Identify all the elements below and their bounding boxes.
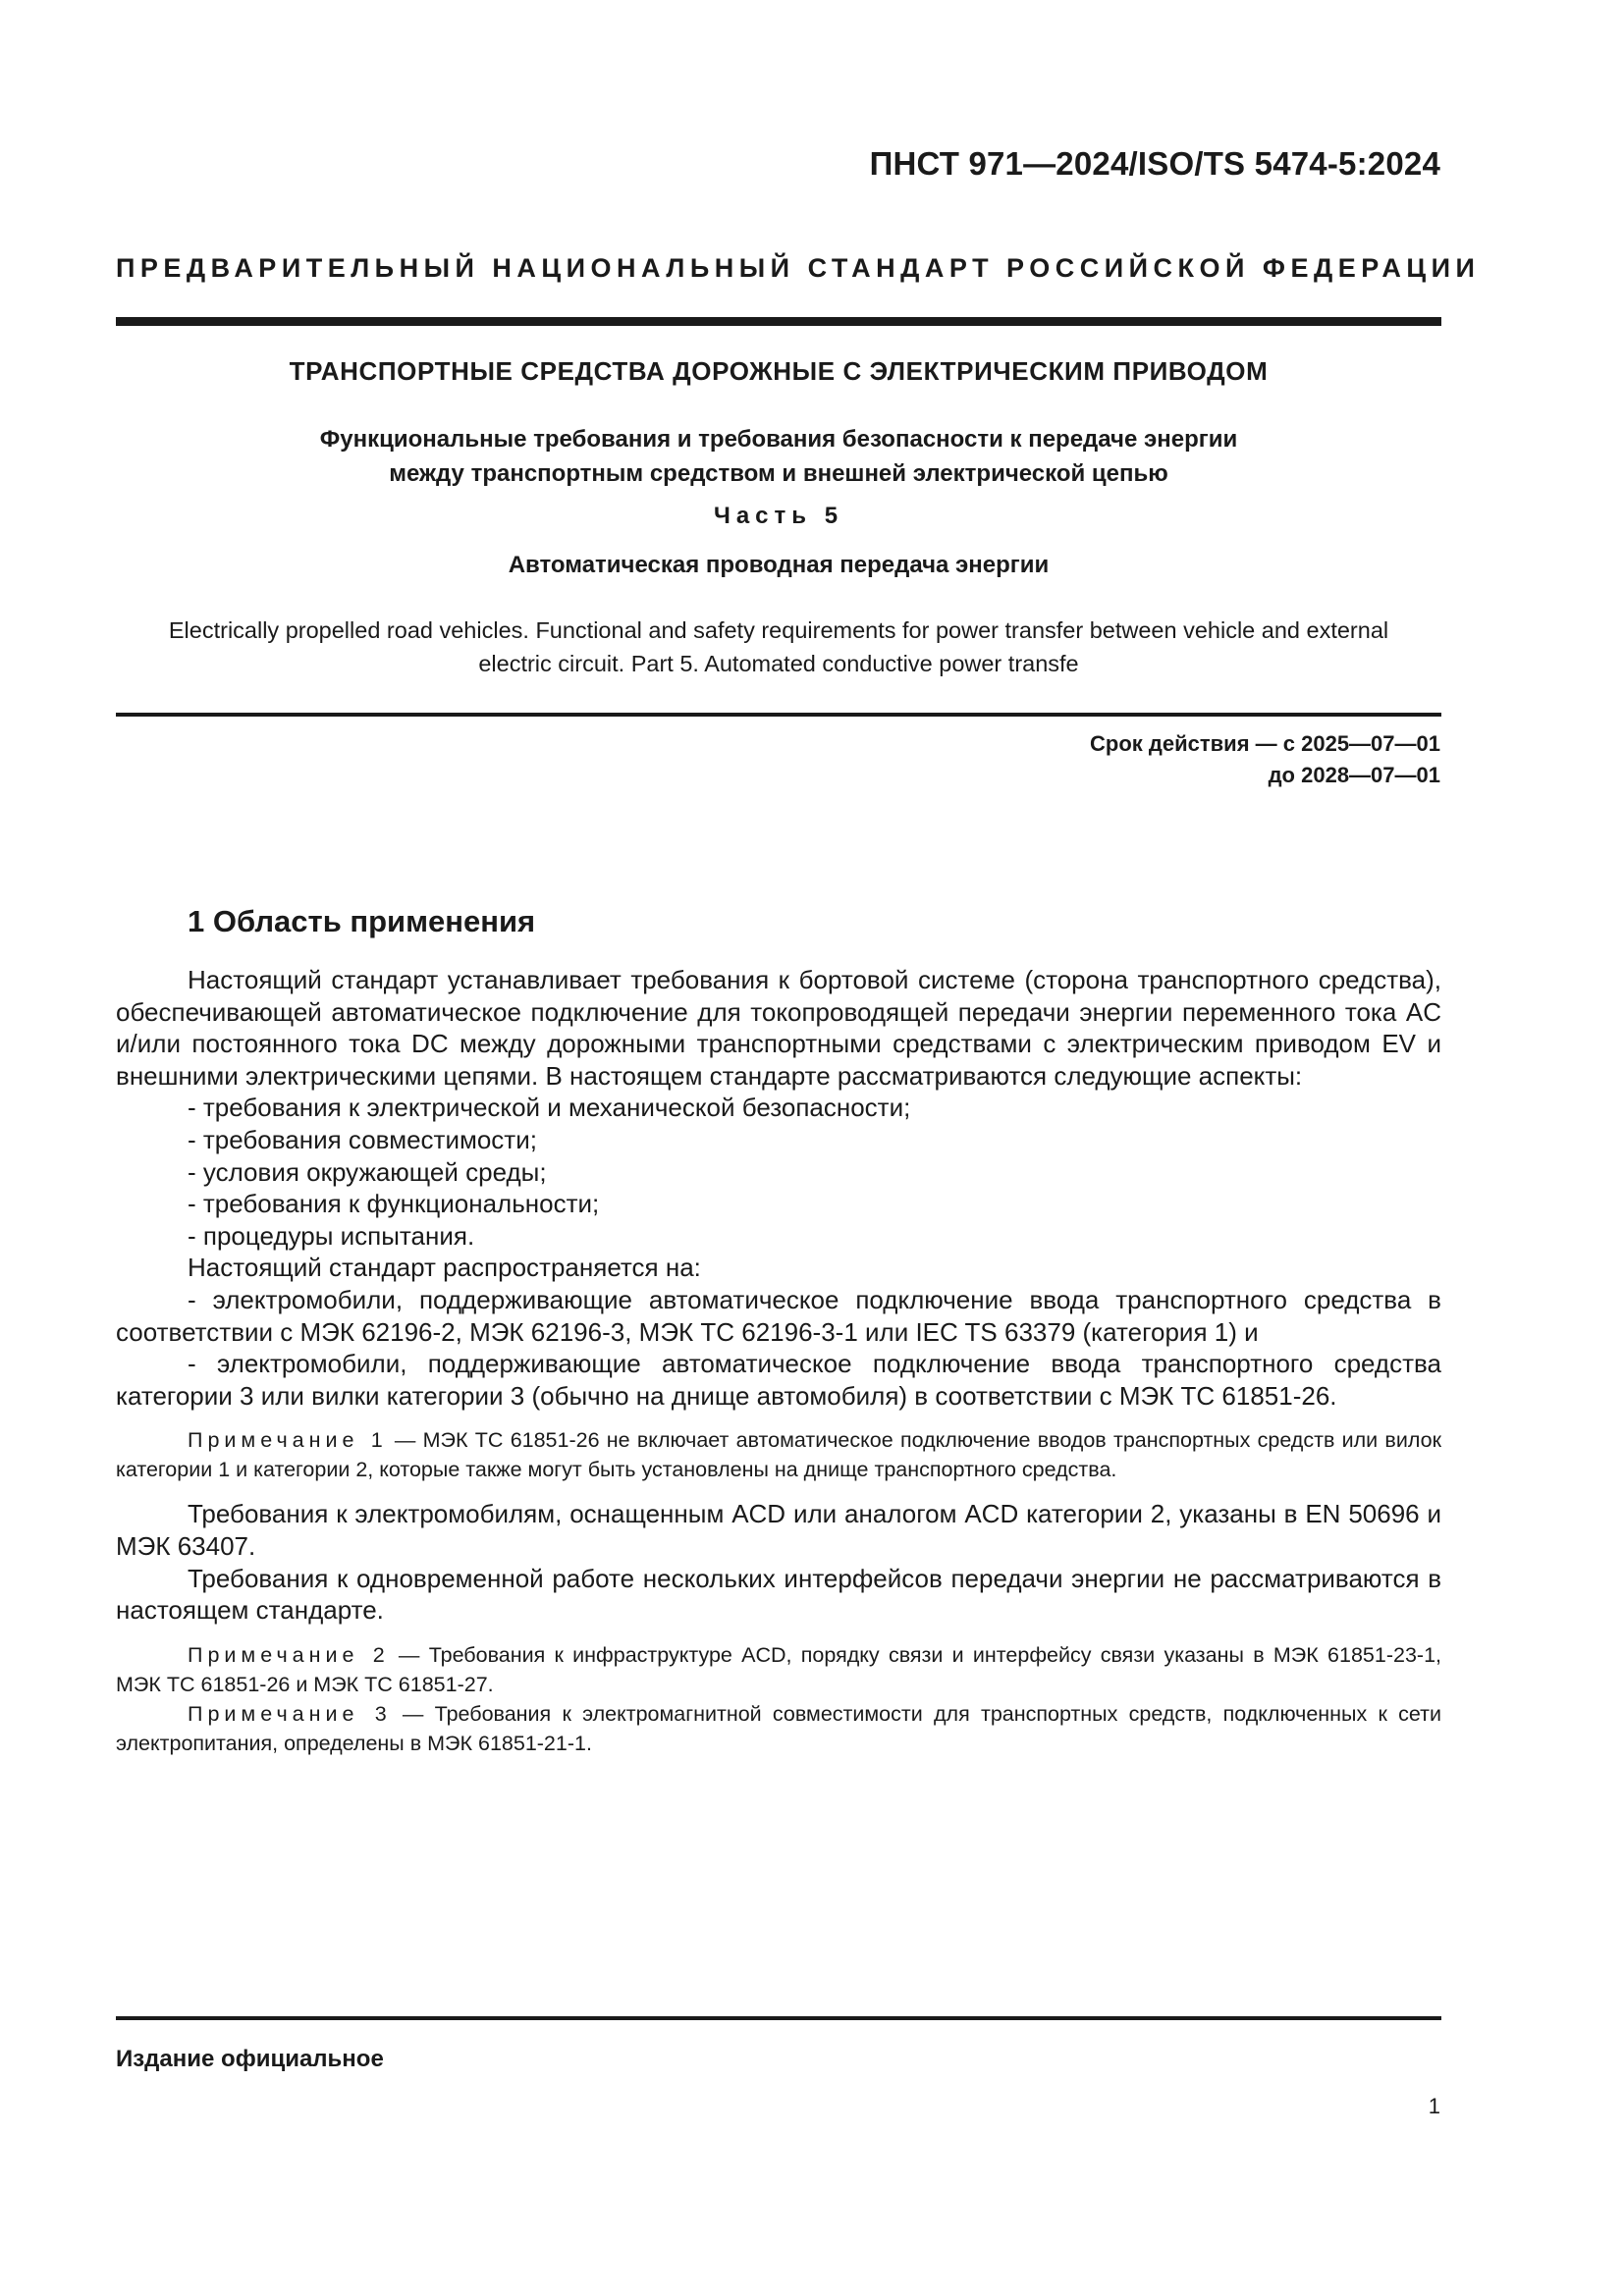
note-2 — [116, 1640, 1441, 1699]
note-text: — Требования к электромагнитной совместимости для транспортных средств, подключенных к сети электропитания, определены в МЭК 61851-21-1. — [116, 1701, 1441, 1755]
section-body — [116, 964, 1441, 1758]
note-label: Примечание 3 — [188, 1701, 392, 1726]
standard-designation: ПНСТ 971—2024/ISO/TS 5474-5:2024 — [869, 145, 1440, 182]
official-edition-label: Издание официальное — [116, 2046, 384, 2072]
section-heading: 1 Область применения — [188, 904, 536, 938]
english-title-line-1: Electrically propelled road vehicles. Functional and safety requirements for power transfer between vehicle and external — [168, 617, 1389, 643]
aspect-item: - требования совместимости; — [188, 1124, 537, 1154]
note-text: — МЭК ТС 61851-26 не включает автоматическое подключение вводов транспортных средств или вилок категории 1 и категории 2, которые также могут быть установлены на днище транспортного средства. — [116, 1428, 1442, 1482]
aspect-item: - требования к функциональности; — [188, 1189, 600, 1219]
note-label: Примечание 2 — [188, 1642, 390, 1667]
note-1 — [116, 1425, 1441, 1484]
aspect-item: - процедуры испытания. — [188, 1220, 475, 1251]
part-label: Часть 5 — [713, 503, 844, 529]
english-title — [116, 614, 1441, 680]
acd-paragraph: Требования к электромобилям, оснащенным ACD или аналогом ACD категории 2, указаны в EN 50696 и МЭК 63407. — [116, 1499, 1441, 1561]
subtitle-line-2: между транспортным средством и внешней электрической цепью — [389, 460, 1168, 487]
header-divider — [116, 317, 1441, 326]
applies-item: - электромобили, поддерживающие автоматическое подключение ввода транспортного средства в соответствии с МЭК 62196-2, МЭК 62196-3, МЭК ТС 62196-3-1 или IEC TS 63379 (категория 1) и — [116, 1284, 1441, 1347]
validity-start: Срок действия — с 2025—07—01 — [1090, 731, 1440, 756]
validity-period — [1090, 728, 1440, 791]
validity-end: до 2028—07—01 — [1268, 763, 1440, 787]
note-text: — Требования к инфраструктуре ACD, порядку связи и интерфейсу связи указаны в МЭК 61851-23-1, МЭК ТС 61851-26 и МЭК ТС 61851-27. — [116, 1642, 1441, 1696]
preliminary-standard-banner: ПРЕДВАРИТЕЛЬНЫЙ НАЦИОНАЛЬНЫЙ СТАНДАРТ РОССИЙСКОЙ ФЕДЕРАЦИИ — [116, 253, 1481, 283]
applies-to-paragraph: Настоящий стандарт распространяется на: — [188, 1253, 701, 1283]
document-subtitle — [116, 422, 1441, 491]
aspect-item: - условия окружающей среды; — [188, 1156, 547, 1187]
part-title: Автоматическая проводная передача энергии — [508, 552, 1050, 578]
note-3 — [116, 1699, 1441, 1758]
aspect-item: - требования к электрической и механической безопасности; — [188, 1093, 911, 1123]
interfaces-paragraph: Требования к одновременной работе нескольких интерфейсов передачи энергии не рассматриваются в настоящем стандарте. — [116, 1563, 1441, 1626]
english-title-line-2: electric circuit. Part 5. Automated conductive power transfe — [478, 651, 1079, 676]
page-number: 1 — [1428, 2094, 1440, 2118]
document-title: ТРАНСПОРТНЫЕ СРЕДСТВА ДОРОЖНЫЕ С ЭЛЕКТРИЧЕСКИМ ПРИВОДОМ — [289, 356, 1269, 386]
subtitle-line-1: Функциональные требования и требования безопасности к передаче энергии — [319, 426, 1238, 453]
note-label: Примечание 1 — [188, 1428, 388, 1453]
footer-divider — [116, 2016, 1441, 2020]
scope-paragraph: Настоящий стандарт устанавливает требования к бортовой системе (сторона транспортного средства), обеспечивающей автоматическое подключение для токопроводящей передачи энергии переменного тока AC и/или постоянного тока DC между дорожными транспортными средствами с электрическим приводом EV и внешними электрическими цепями. В настоящем стандарте рассматриваются следующие аспекты: — [116, 965, 1441, 1091]
applies-item: - электромобили, поддерживающие автоматическое подключение ввода транспортного средства категории 3 или вилки категории 3 (обычно на днище автомобиля) в соответствии с МЭК ТС 61851-26. — [116, 1349, 1441, 1411]
title-divider — [116, 713, 1441, 717]
